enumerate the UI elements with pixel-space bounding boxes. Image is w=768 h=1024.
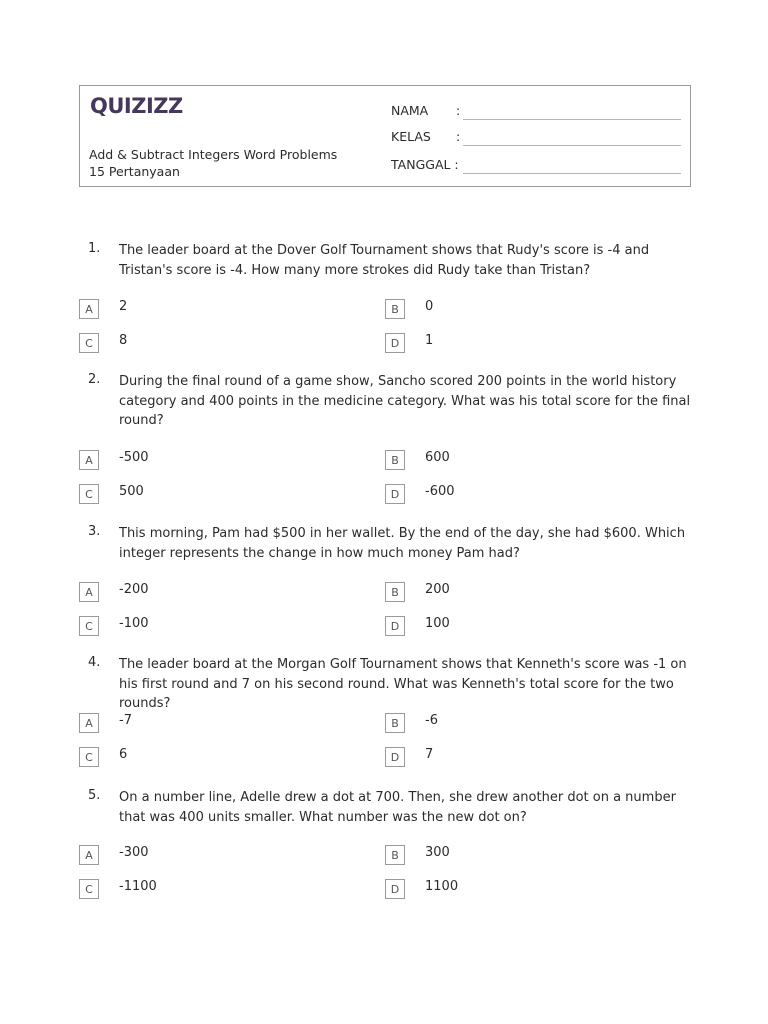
option-letter: A — [79, 582, 99, 602]
option-value: -600 — [425, 484, 455, 499]
option-value: 7 — [425, 747, 434, 762]
option-letter: A — [79, 299, 99, 319]
option-letter: B — [385, 713, 405, 733]
option-letter: D — [385, 333, 405, 353]
question-number: 5. — [88, 788, 101, 803]
question-text: The leader board at the Dover Golf Tournament shows that Rudy's score is -4 and Tristan's score is -4. How many more strokes did Rudy take than Tristan? — [119, 243, 650, 278]
class-label: KELAS — [391, 129, 431, 144]
question-text: On a number line, Adelle drew a dot at 700. Then, she drew another dot on a number that was 400 units smaller. What number was the new dot on? — [119, 790, 676, 825]
name-colon: : — [456, 103, 461, 118]
name-label: NAMA — [391, 103, 429, 118]
question-count: 15 Pertanyaan — [89, 164, 180, 179]
question-number: 2. — [88, 372, 101, 387]
option-value: 1100 — [425, 879, 459, 894]
option-value: 0 — [425, 299, 434, 314]
option-value: -500 — [119, 450, 149, 465]
option-value: 1 — [425, 333, 434, 348]
option-letter: A — [79, 450, 99, 470]
date-line — [463, 173, 681, 174]
option-value: -100 — [119, 616, 149, 631]
question-text: This morning, Pam had $500 in her wallet. By the end of the day, she had $600. Which integer represents the change in how much money Pam had? — [119, 526, 686, 561]
option-letter: C — [79, 616, 99, 636]
option-letter: C — [79, 747, 99, 767]
option-value: -7 — [119, 713, 132, 728]
option-letter: A — [79, 713, 99, 733]
option-value: -1100 — [119, 879, 157, 894]
option-letter: B — [385, 299, 405, 319]
option-letter: D — [385, 879, 405, 899]
option-value: 6 — [119, 747, 128, 762]
option-letter: A — [79, 845, 99, 865]
question-text: During the final round of a game show, Sancho scored 200 points in the world history category and 400 points in the medicine category. What was his total score for the final round? — [119, 374, 691, 428]
option-value: 2 — [119, 299, 128, 314]
option-letter: D — [385, 747, 405, 767]
option-letter: B — [385, 582, 405, 602]
question-number: 4. — [88, 655, 101, 670]
option-value: 300 — [425, 845, 450, 860]
name-line — [463, 119, 681, 120]
question-text: The leader board at the Morgan Golf Tournament shows that Kenneth's score was -1 on his first round and 7 on his second round. What was Kenneth's total score for the two rounds? — [119, 657, 687, 711]
class-colon: : — [456, 129, 461, 144]
question-number: 3. — [88, 524, 101, 539]
worksheet-title: Add & Subtract Integers Word Problems — [89, 147, 338, 162]
date-label: TANGGAL : — [391, 157, 459, 172]
option-value: -6 — [425, 713, 438, 728]
quizizz-logo: QUIZIZZ — [90, 94, 183, 118]
option-value: 8 — [119, 333, 128, 348]
option-letter: D — [385, 484, 405, 504]
option-value: 600 — [425, 450, 450, 465]
option-value: 100 — [425, 616, 450, 631]
option-letter: C — [79, 879, 99, 899]
option-value: 500 — [119, 484, 144, 499]
worksheet-header — [79, 85, 691, 187]
question-number: 1. — [88, 241, 101, 256]
option-value: 200 — [425, 582, 450, 597]
option-letter: C — [79, 484, 99, 504]
option-value: -200 — [119, 582, 149, 597]
option-letter: C — [79, 333, 99, 353]
option-letter: B — [385, 450, 405, 470]
class-line — [463, 145, 681, 146]
option-letter: B — [385, 845, 405, 865]
option-letter: D — [385, 616, 405, 636]
option-value: -300 — [119, 845, 149, 860]
